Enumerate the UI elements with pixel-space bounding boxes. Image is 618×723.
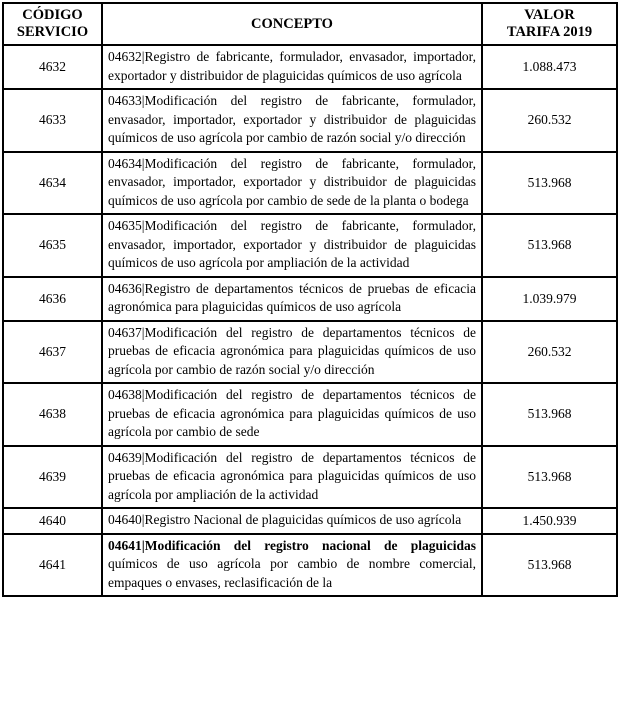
codigo-cell: 4633 bbox=[3, 89, 102, 152]
concepto-text: 04635|Modificación del registro de fabricante, formulador, envasador, importador, exportador y distribuidor de plaguicidas químicos de uso agrícola por ampliación de la actividad bbox=[108, 218, 476, 270]
codigo-cell: 4639 bbox=[3, 446, 102, 509]
concepto-text: 04633|Modificación del registro de fabricante, formulador, envasador, importador, exportador y distribuidor de plaguicidas químicos de uso agrícola por cambio de razón social y/o dirección bbox=[108, 93, 476, 145]
concepto-cell bbox=[102, 152, 482, 215]
table-row-4637 bbox=[3, 321, 617, 384]
concepto-text: 04636|Registro de departamentos técnicos de pruebas de eficacia agronómica para plaguicidas químicos de uso agrícola bbox=[108, 280, 476, 314]
concepto-cell bbox=[102, 446, 482, 509]
concepto-cell bbox=[102, 214, 482, 277]
valor-cell: 513.968 bbox=[482, 534, 617, 597]
header-concepto bbox=[102, 3, 482, 45]
concepto-cell bbox=[102, 89, 482, 152]
table-row-4641 bbox=[3, 534, 617, 597]
valor-cell: 513.968 bbox=[482, 446, 617, 509]
table-row-4635 bbox=[3, 214, 617, 277]
valor-cell: 513.968 bbox=[482, 214, 617, 277]
table-header-row bbox=[3, 3, 617, 45]
header-concepto-label: CONCEPTO bbox=[251, 15, 333, 32]
table-row-4640 bbox=[3, 508, 617, 534]
valor-cell: 1.450.939 bbox=[482, 508, 617, 534]
header-codigo-servicio bbox=[3, 3, 102, 45]
codigo-cell: 4634 bbox=[3, 152, 102, 215]
header-codigo-line1: CÓDIGO bbox=[22, 7, 83, 23]
valor-cell: 513.968 bbox=[482, 383, 617, 446]
concepto-text: 04638|Modificación del registro de departamentos técnicos de pruebas de eficacia agronómica para plaguicidas químicos de uso agrícola por cambio de sede bbox=[108, 387, 476, 439]
codigo-cell: 4635 bbox=[3, 214, 102, 277]
concepto-text: 04640|Registro Nacional de plaguicidas químicos de uso agrícola bbox=[108, 512, 462, 527]
concepto-cell bbox=[102, 277, 482, 321]
concepto-text: 04637|Modificación del registro de departamentos técnicos de pruebas de eficacia agronómica para plaguicidas químicos de uso agrícola por cambio de razón social y/o dirección bbox=[108, 324, 476, 377]
valor-cell: 260.532 bbox=[482, 89, 617, 152]
table-row-4634 bbox=[3, 152, 617, 215]
header-valor-line2: TARIFA 2019 bbox=[506, 24, 593, 40]
header-valor-tarifa bbox=[482, 3, 617, 45]
valor-cell: 1.088.473 bbox=[482, 45, 617, 89]
codigo-cell: 4636 bbox=[3, 277, 102, 321]
valor-cell: 513.968 bbox=[482, 152, 617, 215]
concepto-bold-text: 04641|Modificación del registro nacional de plaguicidas bbox=[108, 537, 476, 553]
concepto-cell bbox=[102, 383, 482, 446]
concepto-text: químicos de uso agrícola por cambio de nombre comercial, empaques o envases, reclasificación de la bbox=[108, 556, 476, 590]
valor-cell: 260.532 bbox=[482, 321, 617, 384]
concepto-text: 04639|Modificación del registro de departamentos técnicos de pruebas de eficacia agronómica para plaguicidas químicos de uso agrícola por ampliación de la actividad bbox=[108, 449, 476, 502]
table-row-4633 bbox=[3, 89, 617, 152]
header-valor-line1: VALOR bbox=[524, 7, 575, 23]
table-row-4639 bbox=[3, 446, 617, 509]
codigo-cell: 4641 bbox=[3, 534, 102, 597]
codigo-cell: 4632 bbox=[3, 45, 102, 89]
table-row-4638 bbox=[3, 383, 617, 446]
codigo-cell: 4638 bbox=[3, 383, 102, 446]
table-row-4632 bbox=[3, 45, 617, 89]
concepto-cell bbox=[102, 45, 482, 89]
concepto-cell bbox=[102, 321, 482, 384]
concepto-cell bbox=[102, 534, 482, 597]
header-codigo-line2: SERVICIO bbox=[16, 24, 89, 40]
concepto-cell bbox=[102, 508, 482, 534]
codigo-cell: 4637 bbox=[3, 321, 102, 384]
codigo-cell: 4640 bbox=[3, 508, 102, 534]
table-row-4636 bbox=[3, 277, 617, 321]
concepto-text: 04634|Modificación del registro de fabricante, formulador, envasador, importador, exportador y distribuidor de plaguicidas químicos de uso agrícola por cambio de sede de la planta o bodega bbox=[108, 155, 476, 208]
tariff-table bbox=[2, 2, 618, 597]
concepto-text: 04632|Registro de fabricante, formulador, envasador, importador, exportador y distribuidor de plaguicidas químicos de uso agrícola bbox=[108, 49, 476, 83]
valor-cell: 1.039.979 bbox=[482, 277, 617, 321]
